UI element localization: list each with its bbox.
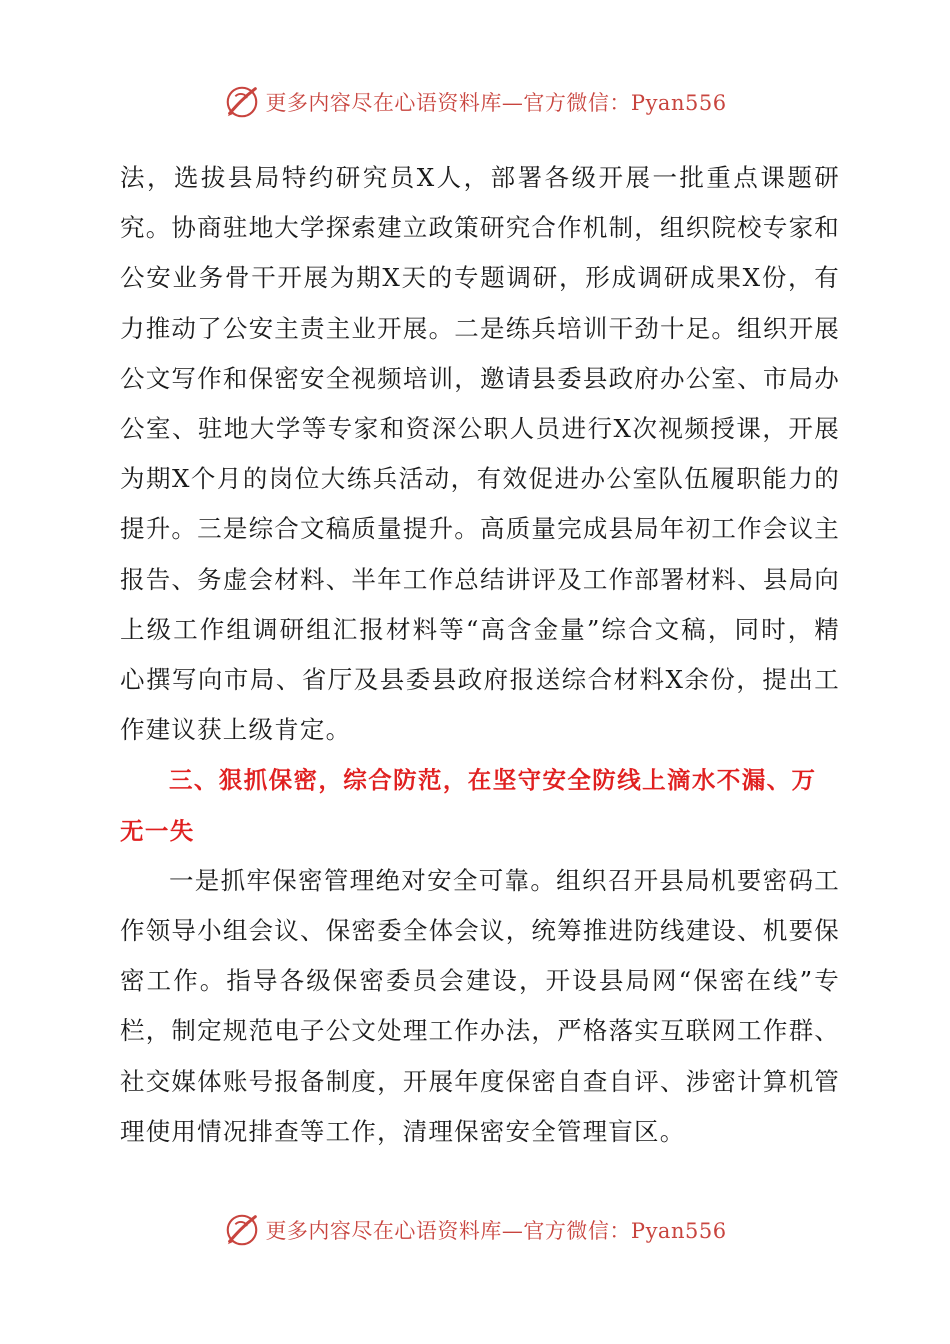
watermark-text: 更多内容尽在心语资料库—官方微信：Pyan556	[265, 91, 727, 115]
paragraph-2: 一是抓牢保密管理绝对安全可靠。组织召开县局机要密码工作领导小组会议、保密委全体会议，统筹推进防线建设、机要保密工作。指导各级保密委员会建设，开设县局网“保密在线”专栏，制定规范电子公文处理工作办法，严格落实互联网工作群、社交媒体账号报备制度，开展年度保密自查自评、涉密计算机管理使用情况排查等工作，清理保密安全管理盲区。	[120, 865, 840, 1146]
pen-logo-icon	[223, 83, 261, 121]
document-body	[120, 153, 840, 1157]
pen-logo-icon	[223, 1211, 261, 1249]
watermark-text: 更多内容尽在心语资料库—官方微信：Pyan556	[265, 1219, 727, 1243]
paragraph-1: 法，选拔县局特约研究员X人，部署各级开展一批重点课题研究。协商驻地大学探索建立政策研究合作机制，组织院校专家和公安业务骨干开展为期X天的专题调研，形成调研成果X份，有力推动了公安主责主业开展。二是练兵培训干劲十足。组织开展公文写作和保密安全视频培训，邀请县委县政府办公室、市局办公室、驻地大学等专家和资深公职人员进行X次视频授课，开展为期X个月的岗位大练兵活动，有效促进办公室队伍履职能力的提升。三是综合文稿质量提升。高质量完成县局年初工作会议主报告、务虚会材料、半年工作总结讲评及工作部署材料、县局向上级工作组调研组汇报材料等“高含金量”综合文稿，同时，精心撰写向市局、省厅及县委县政府报送综合材料X余份，提出工作建议获上级肯定。	[120, 163, 840, 745]
section-heading-3: 三、狠抓保密，综合防范，在坚守安全防线上滴水不漏、万无一失	[120, 766, 817, 845]
header-watermark	[0, 80, 950, 124]
footer-watermark	[0, 1208, 950, 1252]
